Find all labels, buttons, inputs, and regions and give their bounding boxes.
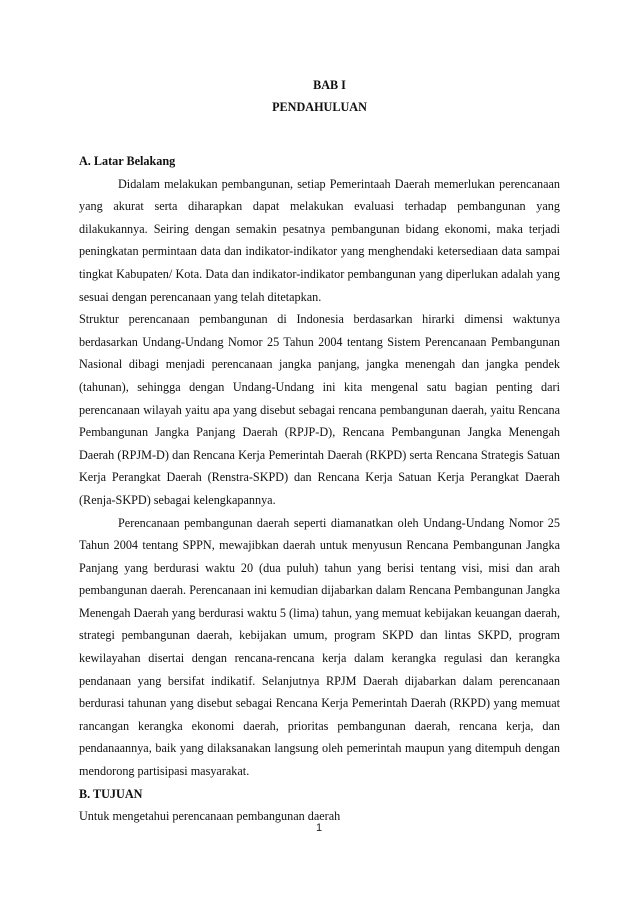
paragraph-background-3: Perencanaan pembangunan daerah seperti diamanatkan oleh Undang-Undang Nomor 25 Tahun 2004 tentang SPPN, mewajibkan daerah untuk menyusun Rencana Pembangunan Jangka Panjang yang berdurasi waktu 20 (dua puluh) tahun yang berisi tentang visi, misi dan arah pembangunan daerah. Perencanaan ini kemudian dijabarkan dalam Rencana Pembangunan Jangka Menengah Daerah yang berdurasi waktu 5 (lima) tahun, yang memuat kebijakan keuangan daerah, strategi pembangunan daerah, kebijakan umum, program SKPD dan lintas SKPD, program kewilayahan disertai dengan rencana-rencana kerja dalam kerangka regulasi dan kerangka pendanaan yang bersifat indikatif. Selanjutnya RPJM Daerah dijabarkan dalam perencanaan berdurasi tahunan yang disebut sebagai Rencana Kerja Pemerintah Daerah (RKPD) yang memuat rancangan kerangka ekonomi daerah, prioritas pembangunan daerah, rencana kerja, dan pendanaannya, baik yang dilaksanakan langsung oleh pemerintah maupun yang ditempuh dengan mendorong partisipasi masyarakat.: [79, 515, 560, 779]
chapter-number: BAB I: [313, 78, 346, 92]
page-content: [79, 74, 560, 828]
paragraph-objective: Untuk mengetahui perencanaan pembangunan daerah: [79, 809, 341, 824]
paragraph-background-1: Didalam melakukan pembangunan, setiap Pemerintaah Daerah memerlukan perencanaan yang akurat serta diharapkan dapat melakukan evaluasi terhadap pembangunan yang dilakukannya. Seiring dengan semakin pesatnya pembangunan bidang ekonomi, maka terjadi peningkatan permintaan data dan indikator-indikator yang menghendaki ketersediaan data sampai tingkat Kabupaten/ Kota. Data dan indikator-indikator pembangunan yang diperlukan adalah yang sesuai dengan perencanaan yang telah ditetapkan.: [79, 176, 560, 304]
section-a-heading: A. Latar Belakang: [79, 154, 176, 168]
page-number: 1: [315, 822, 323, 834]
section-b-heading: B. TUJUAN: [79, 786, 143, 801]
chapter-title: PENDAHULUAN: [272, 100, 367, 114]
paragraph-background-2: Struktur perencanaan pembangunan di Indonesia berdasarkan hirarki dimensi waktunya berdasarkan Undang-Undang Nomor 25 Tahun 2004 tentang Sistem Perencanaan Pembangunan Nasional dibagi menjadi perencanaan jangka panjang, jangka menengah dan jangka pendek (tahunan), sehingga dengan Undang-Undang ini kita mengenal satu bagian penting dari perencanaan wilayah yaitu apa yang disebut sebagai rencana pembangunan daerah, yaitu Rencana Pembangunan Jangka Panjang Daerah (RPJP-D), Rencana Pembangunan Jangka Menengah Daerah (RPJM-D) dan Rencana Kerja Pemerintah Daerah (RKPD) serta Rencana Strategis Satuan Kerja Perangkat Daerah (Renstra-SKPD) dan Rencana Kerja Satuan Kerja Perangkat Daerah (Renja-SKPD) sebagai kelengkapannya.: [79, 312, 560, 507]
